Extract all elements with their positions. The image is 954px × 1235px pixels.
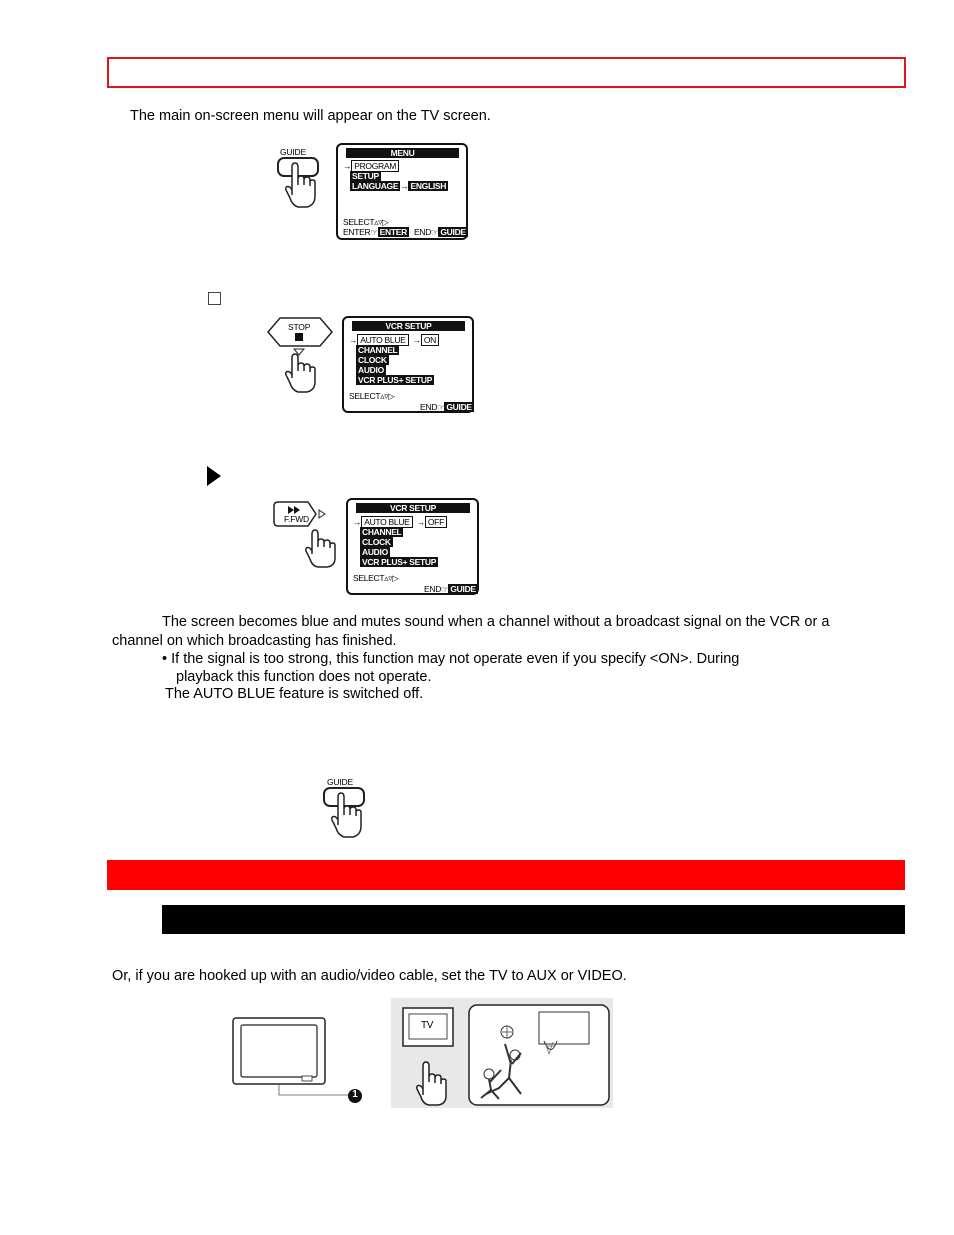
guide-button-label: GUIDE — [327, 777, 353, 787]
setup-end-hint: END☞ GUIDE — [424, 584, 476, 594]
intro-text: The main on-screen menu will appear on the TV screen. — [130, 108, 491, 124]
vcr-setup-title: VCR SETUP — [356, 503, 470, 513]
basketball-scene-icon — [391, 998, 613, 1108]
menu-end-hint: END☞ GUIDE — [414, 227, 466, 237]
setup-item-vcr-plus: VCR PLUS+ SETUP — [358, 375, 433, 385]
tv-label: TV — [421, 1020, 434, 1031]
stop-button-illustration — [266, 316, 336, 394]
auto-blue-value: ON — [421, 334, 439, 346]
menu-item-setup: SETUP — [352, 171, 379, 181]
ffwd-button-label: F.FWD — [284, 514, 309, 524]
auto-blue-row: → AUTO BLUE → OFF — [353, 517, 447, 527]
menu-enter-hint: ENTER☞ ENTER — [343, 227, 407, 237]
stop-square-icon — [208, 292, 221, 305]
auto-blue-description-line1: The screen becomes blue and mutes sound when a channel without a broadcast signal on the VCR or a — [162, 614, 830, 630]
play-triangle-icon — [206, 465, 222, 487]
auto-blue-note-line2: playback this function does not operate. — [176, 669, 432, 685]
menu-screen — [336, 143, 468, 240]
language-value: ENGLISH — [410, 181, 447, 191]
guide-button-illustration — [274, 143, 334, 213]
auto-blue-description-line2: channel on which broadcasting has finished. — [112, 633, 397, 649]
vcr-setup-screen-on — [342, 316, 474, 413]
ffwd-button-illustration — [270, 500, 342, 568]
menu-select-hint: SELECT▵▿▷ — [343, 217, 389, 227]
setup-end-hint: END☞ GUIDE — [420, 402, 472, 412]
subsection-title-bar — [162, 905, 905, 934]
auto-blue-off-text: The AUTO BLUE feature is switched off. — [165, 686, 424, 702]
hand-press-icon — [270, 500, 342, 568]
setup-select-hint: SELECT▵▿▷ — [353, 573, 399, 583]
section-title-bar — [107, 860, 905, 890]
menu-item-program: → PROGRAM — [343, 161, 399, 171]
setup-item-channel: CHANNEL — [358, 345, 398, 355]
vcr-setup-title: VCR SETUP — [352, 321, 465, 331]
section-header-box — [107, 57, 906, 88]
setup-item-vcr-plus: VCR PLUS+ SETUP — [362, 557, 437, 567]
tv-remote-illustration — [391, 998, 613, 1108]
guide-button-label: GUIDE — [280, 147, 306, 157]
guide-button-illustration-final — [320, 773, 380, 843]
setup-item-audio: AUDIO — [362, 547, 388, 557]
tv-setup-text: Or, if you are hooked up with an audio/video cable, set the TV to AUX or VIDEO. — [112, 968, 627, 984]
menu-screen-title: MENU — [346, 148, 459, 158]
menu-item-language: LANGUAGE → ENGLISH — [352, 181, 447, 191]
callout-number: 1 — [352, 1089, 358, 1100]
setup-item-audio: AUDIO — [358, 365, 384, 375]
setup-select-hint: SELECT▵▿▷ — [349, 391, 395, 401]
setup-item-clock: CLOCK — [358, 355, 387, 365]
setup-item-clock: CLOCK — [362, 537, 391, 547]
tv-set-illustration — [232, 1016, 377, 1108]
setup-item-channel: CHANNEL — [362, 527, 402, 537]
auto-blue-value: OFF — [425, 516, 447, 528]
stop-button-label: STOP — [288, 322, 311, 332]
auto-blue-row: → AUTO BLUE → ON — [349, 335, 439, 345]
auto-blue-note-line1: • If the signal is too strong, this function may not operate even if you specify <ON>. During — [162, 651, 740, 667]
vcr-setup-screen-off — [346, 498, 479, 595]
